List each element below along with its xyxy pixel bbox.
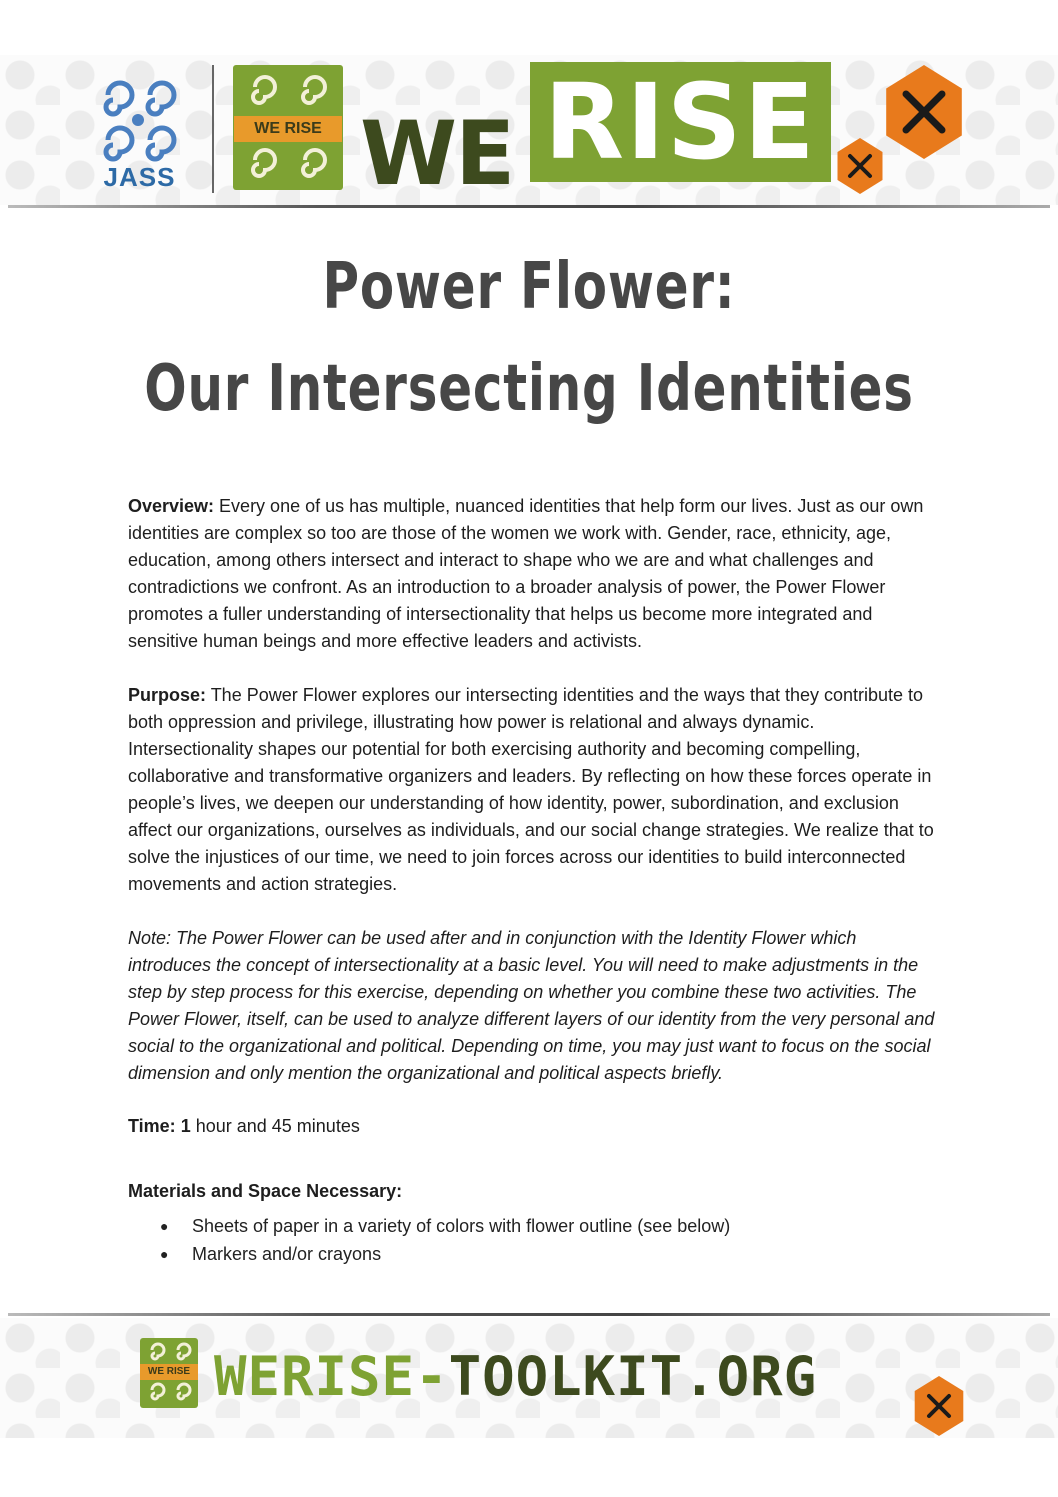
wordmark-we: WE xyxy=(360,102,514,205)
footer-divider xyxy=(8,1313,1050,1316)
list-item: ● Markers and/or crayons xyxy=(160,1240,920,1268)
purpose-paragraph xyxy=(128,682,938,898)
purpose-label: Purpose: xyxy=(128,685,207,705)
werise-wordmark xyxy=(360,61,817,205)
overview-text: Every one of us has multiple, nuanced identities that help form our lives. Just as our own identities are complex so too are those of the women we work with. Gender, race, ethnicity, age, education, among others intersect and interact to shape who we are and what challenges and contradictions we confront. As an introduction to a broader analysis of power, the Power Flower promotes a fuller understanding of intersectionality that helps us become more integrated and sensitive human beings and more effective leaders and activists. xyxy=(128,496,924,651)
page-title-line1: Power Flower: xyxy=(322,250,736,324)
overview-paragraph xyxy=(128,493,938,655)
time-label: Time: xyxy=(128,1116,176,1136)
jass-logo-text: JASS xyxy=(103,162,176,192)
url-part2: TOOLKIT.ORG xyxy=(448,1345,818,1408)
footer-wrench-pencil-icon xyxy=(923,1390,955,1422)
list-item: ● Sheets of paper in a variety of colors with flower outline (see below) xyxy=(160,1212,920,1240)
logo-divider xyxy=(212,65,214,193)
footer-emblem-tag: WE RISE xyxy=(140,1364,198,1380)
note-paragraph: Note: The Power Flower can be used after and in conjunction with the Identity Flower which introduces the concept of intersectionality at a basic level. You will need to make adjustments in the step by step process for this exercise, depending on whether you combine these two activities. The Power Flower, itself, can be used to analyze different layers of our identity from the very personal and social to the organizational and political. Depending on time, you may just want to focus on the social dimension and only mention the organizational and political aspects briefly. xyxy=(128,928,935,1083)
materials-heading: Materials and Space Necessary: xyxy=(128,1181,403,1201)
header-divider xyxy=(8,205,1050,208)
materials-list xyxy=(160,1212,920,1268)
werise-emblem-tag: WE RISE xyxy=(234,116,342,142)
toolkit-url-link[interactable] xyxy=(214,1345,817,1408)
url-part1: WERISE- xyxy=(214,1345,449,1408)
time-line xyxy=(128,1113,938,1140)
overview-label: Overview: xyxy=(128,496,215,516)
time-number: 1 xyxy=(180,1116,191,1136)
page-title-line2: Our Intersecting Identities xyxy=(144,352,914,426)
purpose-text: The Power Flower explores our intersecting identities and the ways that they contribute to both oppression and privilege, illustrating how power is relational and always dynamic. Intersectionality shapes our potential for both exercising authority and becoming compelling, collaborative and transformative organizers and leaders. By reflecting on how these forces operate in people’s lives, we deepen our understanding of how identity, power, subordination, and exclusion affect our organizations, ourselves as individuals, and our social change strategies. We realize that to solve the injustices of our time, we need to join forces across our identities to build interconnected movements and action strategies. xyxy=(128,685,934,894)
wrench-pencil-icon xyxy=(896,84,952,140)
time-rest: hour and 45 minutes xyxy=(190,1116,360,1136)
wrench-pencil-small-icon xyxy=(845,151,875,181)
wordmark-rise: RISE xyxy=(530,62,831,182)
